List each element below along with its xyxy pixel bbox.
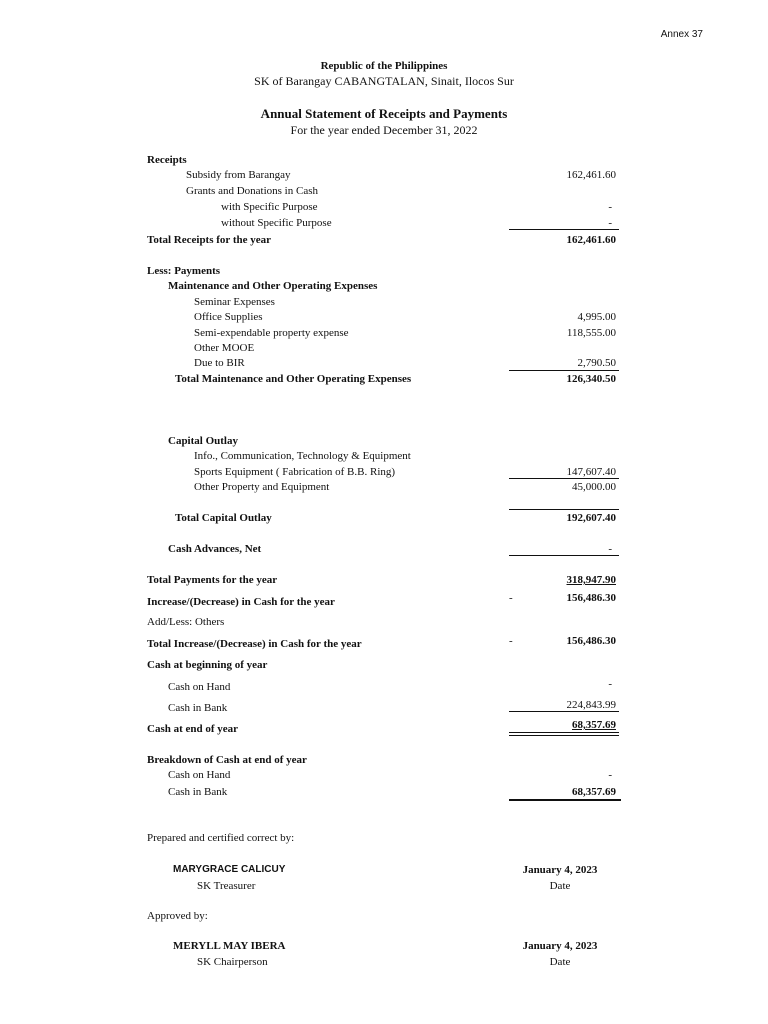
payments-total-value: 318,947.90 (566, 574, 616, 586)
org-heading: SK of Barangay CABANGTALAN, Sinait, Ilocos Sur (254, 74, 514, 88)
breakdown-rule (509, 799, 621, 801)
breakdown-heading: Breakdown of Cash at end of year (147, 754, 307, 766)
cash-beginning-heading: Cash at beginning of year (147, 659, 268, 671)
treasurer-date-label: Date (549, 880, 571, 892)
other-ppe-value: 45,000.00 (572, 481, 616, 493)
statement-period: For the year ended December 31, 2022 (290, 123, 478, 137)
approved-by-label: Approved by: (147, 910, 208, 922)
begin-cash-bank-label: Cash in Bank (168, 702, 228, 714)
begin-cash-bank-value: 224,843.99 (566, 699, 616, 711)
with-purpose-label: with Specific Purpose (221, 201, 318, 213)
other-mooe-label: Other MOOE (194, 342, 255, 354)
country-heading: Republic of the Philippines (320, 60, 448, 72)
cash-end-label: Cash at end of year (147, 723, 239, 735)
cash-advances-value: - (608, 543, 612, 555)
seminar-label: Seminar Expenses (194, 296, 275, 308)
capital-total-label: Total Capital Outlay (175, 512, 272, 524)
begin-bank-rule (509, 711, 619, 712)
sports-equipment-label: Sports Equipment ( Fabrication of B.B. Ring) (194, 466, 396, 478)
total-incdec-sign: - (509, 635, 513, 647)
breakdown-cash-bank-value: 68,357.69 (572, 786, 616, 798)
with-purpose-value: - (608, 201, 612, 213)
begin-cash-hand-label: Cash on Hand (168, 681, 231, 693)
treasurer-date: January 4, 2023 (522, 864, 598, 876)
ict-label: Info., Communication, Technology & Equipment (194, 450, 411, 462)
total-incdec-label: Total Increase/(Decrease) in Cash for the year (147, 638, 362, 650)
cash-advances-label: Cash Advances, Net (168, 543, 262, 555)
office-supplies-label: Office Supplies (194, 311, 263, 323)
sports-rule (509, 478, 619, 479)
receipts-total-label: Total Receipts for the year (147, 234, 272, 246)
advances-rule (509, 555, 619, 556)
annex-label: Annex 37 (660, 29, 703, 40)
cash-end-value: 68,357.69 (572, 719, 616, 731)
payments-total-label: Total Payments for the year (147, 574, 278, 586)
receipts-total-value: 162,461.60 (566, 234, 616, 246)
office-supplies-value: 4,995.00 (577, 311, 616, 323)
without-purpose-label: without Specific Purpose (221, 217, 332, 229)
treasurer-name: MARYGRACE CALICUY (173, 864, 286, 875)
prepared-by-label: Prepared and certified correct by: (147, 832, 295, 844)
due-bir-value: 2,790.50 (577, 357, 616, 369)
due-bir-label: Due to BIR (194, 357, 245, 369)
mooe-total-value: 126,340.50 (566, 373, 616, 385)
grants-label: Grants and Donations in Cash (186, 185, 318, 197)
incdec-label: Increase/(Decrease) in Cash for the year (147, 596, 335, 608)
chairperson-date: January 4, 2023 (522, 940, 598, 952)
semi-expendable-label: Semi-expendable property expense (194, 327, 349, 339)
capital-heading: Capital Outlay (168, 435, 238, 447)
incdec-value: 156,486.30 (566, 592, 616, 604)
mooe-total-label: Total Maintenance and Other Operating Expenses (175, 373, 412, 385)
statement-title: Annual Statement of Receipts and Payments (260, 106, 508, 121)
sports-equipment-value: 147,607.40 (566, 466, 616, 478)
treasurer-title: SK Treasurer (197, 880, 256, 892)
breakdown-cash-bank-label: Cash in Bank (168, 786, 228, 798)
capital-rule (509, 509, 619, 510)
addless-label: Add/Less: Others (147, 616, 225, 628)
total-incdec-value: 156,486.30 (566, 635, 616, 647)
begin-cash-hand-value: - (608, 678, 612, 690)
without-purpose-value: - (608, 217, 612, 229)
cash-end-double-rule (509, 732, 619, 736)
chairperson-date-label: Date (549, 956, 571, 968)
subsidy-label: Subsidy from Barangay (186, 169, 291, 181)
payments-heading: Less: Payments (147, 265, 221, 277)
mooe-rule (509, 370, 619, 371)
receipts-heading: Receipts (147, 154, 187, 166)
receipts-rule (509, 229, 619, 230)
breakdown-cash-hand-label: Cash on Hand (168, 769, 231, 781)
breakdown-cash-hand-value: - (608, 769, 612, 781)
incdec-sign: - (509, 592, 513, 604)
capital-total-value: 192,607.40 (566, 512, 616, 524)
chairperson-title: SK Chairperson (197, 956, 268, 968)
chairperson-name: MERYLL MAY IBERA (173, 940, 286, 952)
subsidy-value: 162,461.60 (566, 169, 616, 181)
semi-expendable-value: 118,555.00 (566, 327, 616, 339)
other-ppe-label: Other Property and Equipment (194, 481, 330, 493)
mooe-heading: Maintenance and Other Operating Expenses (168, 280, 378, 292)
